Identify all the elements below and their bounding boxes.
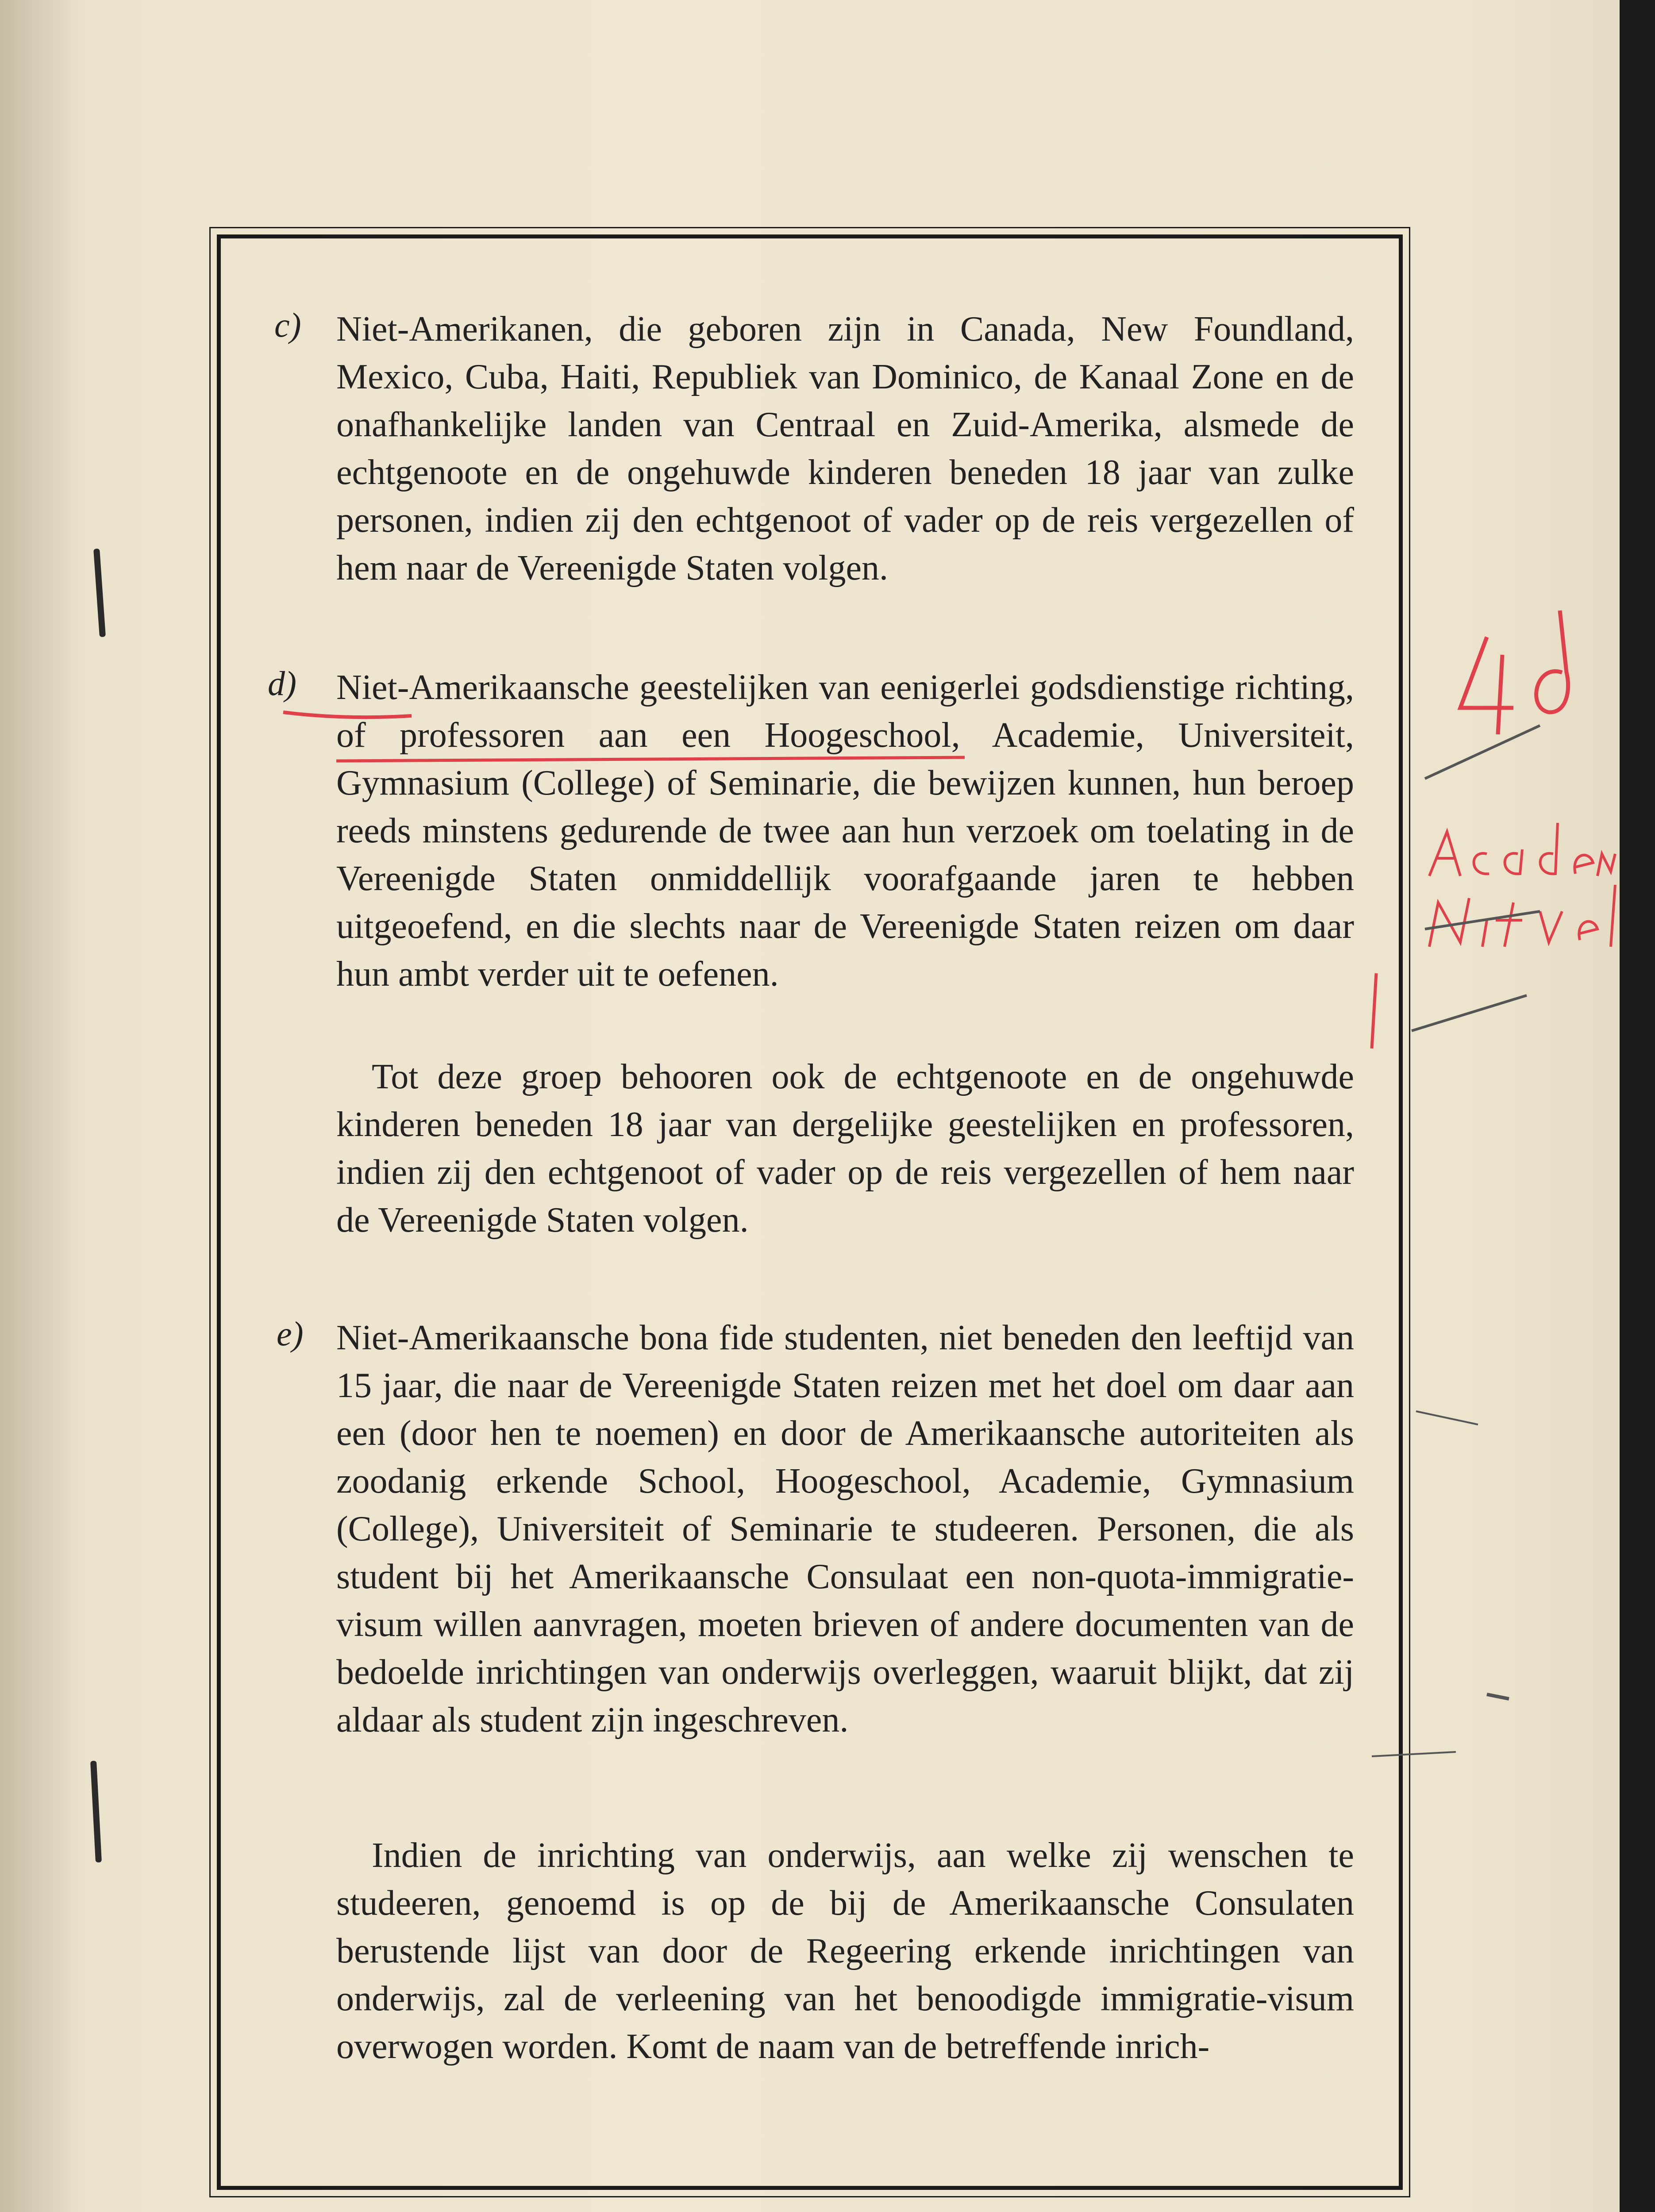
margin-note-4d-icon [1460, 611, 1568, 734]
grey-pencil-mark [1487, 1694, 1509, 1699]
section-e-paragraph-2: Indien de inrichting van onderwijs, aan welke zij wenschen te studeeren, genoemd is op de bij de Amerikaansche Consulaten berustende lijst van door de Regeering erkende inrichtingen van onderwijs, zal de verleening van het benoodigde immigratie-visum overwogen worden. Komt de naam van de betreffende inrich- [336, 1836, 1354, 2066]
grey-pencil-stroke-4 [1416, 1411, 1478, 1425]
grey-pencil-stroke-3 [1412, 995, 1527, 1031]
section-e-label: e) [277, 1314, 304, 1353]
section-d-label: d) [268, 664, 296, 703]
margin-note-academ-icon [1429, 823, 1615, 876]
section-c-label: c) [274, 306, 301, 344]
section-d-paragraph-2: Tot deze groep behooren ook de echtgenoote en de ongehuwde kinderen beneden 18 jaar van dergelijke geestelijken en professoren, indien zij den echtgenoot of vader op de reis vergezellen of hem naar de Vereenigde Staten volgen. [336, 1057, 1354, 1240]
section-e-paragraph-1: Niet-Amerikaansche bona fide studenten, niet beneden den leeftijd van 15 jaar, die naar de Vereenigde Staten reizen met het doel om daar aan een (door hen te noemen) en door de Amerikaansche autoriteiten als zoodanig erkende School, Hoogeschool, Academie, Gymnasium (College), Universiteit of Seminarie te studeeren. Personen, die als student bij het Amerikaansche Consulaat een non-quota-immigratie-visum willen aanvragen, moeten brieven of andere documenten van de bedoelde inrichtingen van onderwijs overleggen, waaruit blijkt, dat zij aldaar als student zijn ingeschreven. [336, 1318, 1354, 1740]
staple-top [93, 549, 106, 637]
staple-bottom [90, 1761, 102, 1863]
section-d-paragraph-1: Niet-Amerikaansche geestelijken van eenigerlei godsdienstige richting, of professoren aan een Hoogeschool, Academie, Universiteit, Gymnasium (College) of Seminarie, die bewijzen kunnen, hun beroep reeds minstens gedurende de twee aan hun verzoek om toelating in de Vereenigde Staten onmiddellijk voorafgaande jaren te hebben uitgeoefend, en die slechts naar de Vereenigde Staten reizen om daar hun ambt verder uit te oefenen. [336, 668, 1354, 994]
grey-pencil-stroke-1 [1425, 726, 1540, 779]
margin-note-nitvel-icon [1429, 885, 1615, 947]
grey-pencil-stroke-2 [1425, 911, 1540, 929]
section-c-paragraph: Niet-Amerikanen, die geboren zijn in Canada, New Foundland, Mexico, Cuba, Haiti, Republiek van Dominico, de Kanaal Zone en de onafhankelijke landen van Centraal en Zuid-Amerika, alsmede de echtgenoote en de ongehuwde kinderen beneden 18 jaar van zulke personen, indien zij den echtgenoot of vader op de reis vergezellen of hem naar de Vereenigde Staten volgen. [336, 310, 1354, 588]
